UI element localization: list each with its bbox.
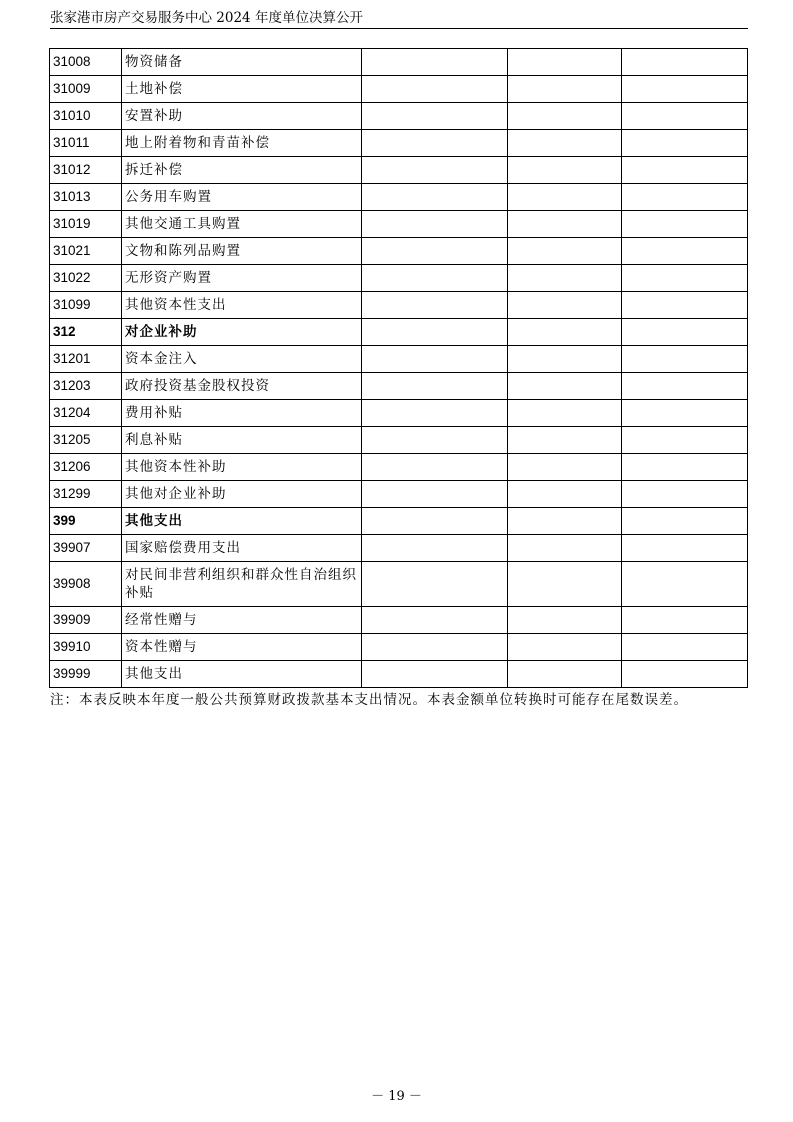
table-row bbox=[50, 535, 748, 562]
table-row bbox=[50, 400, 748, 427]
table-row bbox=[50, 373, 748, 400]
table-row bbox=[50, 76, 748, 103]
account-name-cell: 地上附着物和青苗补偿 bbox=[122, 130, 362, 157]
account-name-cell: 国家赔偿费用支出 bbox=[122, 535, 362, 562]
amount-cell bbox=[362, 184, 508, 211]
account-code-cell: 399 bbox=[50, 508, 122, 535]
account-code-cell: 39910 bbox=[50, 634, 122, 661]
amount-cell bbox=[362, 211, 508, 238]
account-code-cell: 31299 bbox=[50, 481, 122, 508]
amount-cell bbox=[622, 76, 748, 103]
account-code-cell: 31099 bbox=[50, 292, 122, 319]
amount-cell bbox=[362, 346, 508, 373]
amount-cell bbox=[622, 319, 748, 346]
amount-cell bbox=[508, 535, 622, 562]
table-row bbox=[50, 211, 748, 238]
table-row bbox=[50, 661, 748, 688]
amount-cell bbox=[622, 238, 748, 265]
amount-cell bbox=[362, 130, 508, 157]
table-row bbox=[50, 346, 748, 373]
account-name-cell: 对企业补助 bbox=[122, 319, 362, 346]
account-code-cell: 31011 bbox=[50, 130, 122, 157]
table-category-row bbox=[50, 319, 748, 346]
amount-cell bbox=[622, 661, 748, 688]
account-name-cell: 拆迁补偿 bbox=[122, 157, 362, 184]
table-row bbox=[50, 634, 748, 661]
amount-cell bbox=[622, 292, 748, 319]
account-name-cell: 其他支出 bbox=[122, 661, 362, 688]
table-row bbox=[50, 49, 748, 76]
table-row bbox=[50, 157, 748, 184]
amount-cell bbox=[362, 661, 508, 688]
table-row bbox=[50, 454, 748, 481]
account-code-cell: 31022 bbox=[50, 265, 122, 292]
amount-cell bbox=[622, 400, 748, 427]
account-code-cell: 31204 bbox=[50, 400, 122, 427]
amount-cell bbox=[362, 373, 508, 400]
account-code-cell: 39907 bbox=[50, 535, 122, 562]
amount-cell bbox=[508, 265, 622, 292]
account-code-cell: 39908 bbox=[50, 562, 122, 607]
table-footnote: 注：本表反映本年度一般公共预算财政拨款基本支出情况。本表金额单位转换时可能存在尾数误差。 bbox=[50, 692, 688, 708]
amount-cell bbox=[622, 103, 748, 130]
amount-cell bbox=[362, 634, 508, 661]
amount-cell bbox=[622, 562, 748, 607]
page-header-title: 张家港市房产交易服务中心 2024 年度单位决算公开 bbox=[50, 10, 363, 26]
amount-cell bbox=[622, 508, 748, 535]
account-code-cell: 31012 bbox=[50, 157, 122, 184]
amount-cell bbox=[508, 454, 622, 481]
amount-cell bbox=[622, 481, 748, 508]
amount-cell bbox=[622, 454, 748, 481]
account-name-cell: 安置补助 bbox=[122, 103, 362, 130]
amount-cell bbox=[362, 157, 508, 184]
table-row bbox=[50, 292, 748, 319]
amount-cell bbox=[508, 346, 622, 373]
account-code-cell: 31009 bbox=[50, 76, 122, 103]
amount-cell bbox=[622, 49, 748, 76]
table-row bbox=[50, 184, 748, 211]
account-name-cell: 土地补偿 bbox=[122, 76, 362, 103]
amount-cell bbox=[362, 400, 508, 427]
table-row bbox=[50, 265, 748, 292]
amount-cell bbox=[362, 238, 508, 265]
amount-cell bbox=[362, 319, 508, 346]
amount-cell bbox=[508, 562, 622, 607]
amount-cell bbox=[622, 346, 748, 373]
amount-cell bbox=[362, 103, 508, 130]
account-code-cell: 312 bbox=[50, 319, 122, 346]
table-row bbox=[50, 427, 748, 454]
amount-cell bbox=[508, 634, 622, 661]
amount-cell bbox=[622, 184, 748, 211]
amount-cell bbox=[622, 157, 748, 184]
account-name-cell: 资本性赠与 bbox=[122, 634, 362, 661]
amount-cell bbox=[622, 607, 748, 634]
amount-cell bbox=[622, 130, 748, 157]
amount-cell bbox=[508, 319, 622, 346]
amount-cell bbox=[622, 211, 748, 238]
account-name-cell: 资本金注入 bbox=[122, 346, 362, 373]
amount-cell bbox=[508, 76, 622, 103]
amount-cell bbox=[362, 292, 508, 319]
account-name-cell: 利息补贴 bbox=[122, 427, 362, 454]
expenditure-table bbox=[49, 48, 748, 688]
account-name-cell: 其他资本性支出 bbox=[122, 292, 362, 319]
page-number: － 19 － bbox=[371, 1089, 422, 1104]
account-name-cell: 文物和陈列品购置 bbox=[122, 238, 362, 265]
table-row bbox=[50, 562, 748, 607]
amount-cell bbox=[508, 427, 622, 454]
account-code-cell: 31201 bbox=[50, 346, 122, 373]
account-code-cell: 31203 bbox=[50, 373, 122, 400]
amount-cell bbox=[508, 49, 622, 76]
amount-cell bbox=[508, 508, 622, 535]
account-name-cell: 对民间非营利组织和群众性自治组织补贴 bbox=[122, 562, 362, 607]
amount-cell bbox=[362, 562, 508, 607]
account-name-cell: 公务用车购置 bbox=[122, 184, 362, 211]
table-row bbox=[50, 130, 748, 157]
table-row bbox=[50, 607, 748, 634]
account-name-cell: 其他资本性补助 bbox=[122, 454, 362, 481]
amount-cell bbox=[508, 211, 622, 238]
table-row bbox=[50, 103, 748, 130]
amount-cell bbox=[362, 535, 508, 562]
amount-cell bbox=[508, 292, 622, 319]
amount-cell bbox=[622, 535, 748, 562]
amount-cell bbox=[622, 265, 748, 292]
account-name-cell: 费用补贴 bbox=[122, 400, 362, 427]
table-row bbox=[50, 481, 748, 508]
table-row bbox=[50, 238, 748, 265]
account-code-cell: 31019 bbox=[50, 211, 122, 238]
amount-cell bbox=[508, 130, 622, 157]
amount-cell bbox=[362, 49, 508, 76]
account-name-cell: 物资储备 bbox=[122, 49, 362, 76]
amount-cell bbox=[362, 607, 508, 634]
amount-cell bbox=[362, 265, 508, 292]
amount-cell bbox=[362, 481, 508, 508]
account-code-cell: 39909 bbox=[50, 607, 122, 634]
amount-cell bbox=[508, 481, 622, 508]
account-name-cell: 无形资产购置 bbox=[122, 265, 362, 292]
account-code-cell: 31013 bbox=[50, 184, 122, 211]
account-code-cell: 31008 bbox=[50, 49, 122, 76]
table-category-row bbox=[50, 508, 748, 535]
header-divider bbox=[50, 28, 748, 29]
amount-cell bbox=[362, 427, 508, 454]
account-code-cell: 31205 bbox=[50, 427, 122, 454]
amount-cell bbox=[622, 634, 748, 661]
account-name-cell: 其他对企业补助 bbox=[122, 481, 362, 508]
amount-cell bbox=[508, 103, 622, 130]
account-name-cell: 其他交通工具购置 bbox=[122, 211, 362, 238]
account-code-cell: 31206 bbox=[50, 454, 122, 481]
account-code-cell: 31010 bbox=[50, 103, 122, 130]
amount-cell bbox=[508, 184, 622, 211]
account-code-cell: 31021 bbox=[50, 238, 122, 265]
amount-cell bbox=[508, 157, 622, 184]
account-name-cell: 政府投资基金股权投资 bbox=[122, 373, 362, 400]
amount-cell bbox=[508, 661, 622, 688]
amount-cell bbox=[622, 373, 748, 400]
account-code-cell: 39999 bbox=[50, 661, 122, 688]
amount-cell bbox=[362, 508, 508, 535]
account-name-cell: 经常性赠与 bbox=[122, 607, 362, 634]
amount-cell bbox=[508, 400, 622, 427]
amount-cell bbox=[508, 373, 622, 400]
expenditure-table-body bbox=[50, 49, 748, 688]
account-name-cell: 其他支出 bbox=[122, 508, 362, 535]
amount-cell bbox=[508, 238, 622, 265]
amount-cell bbox=[508, 607, 622, 634]
amount-cell bbox=[362, 454, 508, 481]
amount-cell bbox=[362, 76, 508, 103]
amount-cell bbox=[622, 427, 748, 454]
